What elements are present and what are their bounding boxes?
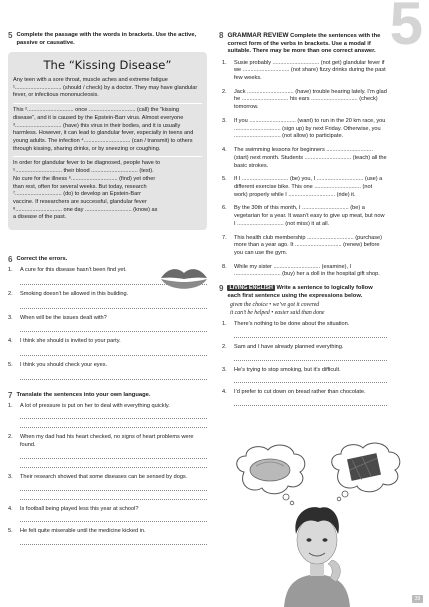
section-9-number: 9 [219, 284, 224, 294]
answer-line[interactable] [20, 514, 207, 522]
list-item: 8. While my sister .............................. (examine), I .............................. (buy) her a doll in the hospital gift shop. [222, 263, 380, 278]
list-item: 1. A cure for this disease hasn’t been find yet. [8, 267, 127, 274]
list-item: 1. Susie probably .............................. (not get) glandular fever if we .............................. (not share) fizzy drinks during the past few weeks. [222, 59, 386, 82]
answer-line[interactable] [20, 492, 207, 500]
list-item: 4. Is football being played less this year at school? [8, 505, 139, 512]
section-7-instruction: Translate the sentences into your own language. [16, 391, 151, 398]
list-item: 1. A lot of pressure is put on her to deal with everything quickly. [8, 402, 170, 409]
answer-line[interactable] [20, 324, 207, 332]
answer-line[interactable] [20, 420, 207, 428]
answer-line[interactable] [234, 375, 387, 383]
page-number: 39 [412, 595, 423, 603]
lips-icon [159, 264, 209, 294]
section-5-header [8, 32, 207, 47]
passage-paragraph-1: Any teen with a sore throat, muscle aches and extreme fatigue ¹.............................. (should / check) by a doctor. They may have glandular fever, or infectious mononucleosis. [13, 76, 198, 99]
section-8-instruction: Complete the sentences with the correct form of the verbs in brackets. Use a modal if suitable. There may be more than one correct answer. [227, 33, 381, 55]
section-9-header [219, 285, 387, 300]
answer-line[interactable] [20, 451, 207, 459]
list-item: 4. I’d prefer to cut down on bread rather than chocolate. [222, 389, 366, 396]
list-item: 3. When will be the issues dealt with? [8, 314, 107, 321]
section-6-number: 6 [8, 255, 13, 265]
unit-number: 5 [389, 0, 423, 57]
list-item: 1. There’s nothing to be done about the situation. [222, 321, 350, 328]
answer-line[interactable] [20, 460, 207, 468]
answer-line[interactable] [20, 348, 207, 356]
bread-thought-bubble-icon [232, 442, 310, 506]
left-column [8, 32, 207, 545]
living-english-badge: LIVING ENGLISH [229, 285, 273, 292]
list-item: 4. The swimming lessons for beginners .............................. (start) next month. Students .............................. (teach) all the basic strokes. [222, 147, 387, 169]
list-item: 2. Smoking doesn’t be allowed in this building. [8, 290, 129, 297]
list-item: 7. This health club membership .............................. (purchase) more than a year ago. It .............................. (renew) before you can use the gym. [222, 234, 382, 256]
list-item: 4. I think she should is invited to your party. [8, 338, 121, 345]
chocolate-thought-bubble-icon [327, 440, 403, 502]
answer-line[interactable] [20, 483, 207, 491]
answer-line[interactable] [234, 398, 387, 406]
passage-title: The “Kissing Disease” [43, 58, 172, 73]
answer-line[interactable] [234, 353, 387, 361]
passage-box [8, 52, 207, 230]
passage-paragraph-2: This ².............................. once .............................. (call) the “kissing disease”, and it is caused by the Epstein-Barr virus. Almost everyone ³.............................. (have) this virus in their bodies, and it is usually harmless. However, it can lead to glandular fever, especially in teens and young adults. The infection ⁴.............................. (can / transmit) to others through kissing, sharing drinks, or by sneezing or coughing. [13, 107, 194, 152]
answer-line[interactable] [20, 411, 207, 419]
section-6-instruction: Correct the errors. [16, 256, 68, 263]
list-item: 2. When my dad had his heart checked, no signs of heart problems were found. [8, 434, 194, 449]
list-item: 3. If you .............................. (want) to run in the 20 km race, you .............................. (sign up) by next Friday. Otherwise, you .............................. (not allow) to participate. [222, 117, 386, 140]
section-7-number: 7 [8, 390, 13, 400]
section-9-instruction: Write a sentence to logically follow each first sentence using the expressions below. [227, 285, 373, 299]
expressions-line-1: given the choice • we’ve got it covered [230, 302, 320, 309]
section-5-number: 5 [8, 31, 13, 40]
list-item: 3. Their research showed that some diseases can be sensed by dogs. [8, 473, 188, 480]
expressions-line-2: it can’t be helped • easier said than done [230, 310, 325, 317]
section-5-instruction: Complete the passage with the words in brackets. Use the active, passive or causative. [16, 32, 197, 46]
right-column [219, 32, 387, 406]
list-item: 2. Jack .............................. (have) trouble hearing lately. I’m glad he .............................. his ears .............................. (check) tomorrow. [222, 88, 387, 111]
list-item: 5. If I .............................. (be) you, I .............................. (use) a different exercise bike. This one .............................. (not work) properly while I .............................. (ride) it. [222, 176, 383, 198]
answer-line[interactable] [234, 330, 387, 338]
thinking-man-illustration-icon [278, 500, 356, 607]
section-8-number: 8 [219, 31, 224, 40]
section-8-header [219, 32, 387, 56]
list-item: 5. He felt quite miserable until the medicine kicked in. [8, 528, 146, 535]
answer-line[interactable] [20, 537, 207, 545]
section-7-header [8, 392, 207, 400]
section-6-header [8, 256, 207, 264]
answer-line[interactable] [20, 372, 207, 380]
answer-line[interactable] [20, 301, 207, 309]
list-item: 2. Sam and I have already planned everything. [222, 343, 344, 350]
passage-paragraph-3: In order for glandular fever to be diagnosed, people have to ⁵.............................. their blood .............................. (test). No cure for the illness ⁶.............................. (find) yet other than rest, often for several weeks. But today, research ⁷.............................. (do) to develop an Epstein-Barr vaccine. If researchers are successful, glandular fever ⁸.............................. one day .............................. (know) as a disease of the past. [13, 160, 161, 221]
section-8-heading: GRAMMAR REVIEW [227, 32, 289, 39]
list-item: 6. By the 30th of this month, I .............................. (be) a vegetarian for a year. It wasn’t easy to give up meat, but now I .............................. (not miss) it at all. [222, 205, 385, 227]
list-item: 3. He’s trying to stop smoking, but it’s difficult. [222, 366, 341, 373]
list-item: 5. I think you should check your eyes. [8, 362, 108, 369]
